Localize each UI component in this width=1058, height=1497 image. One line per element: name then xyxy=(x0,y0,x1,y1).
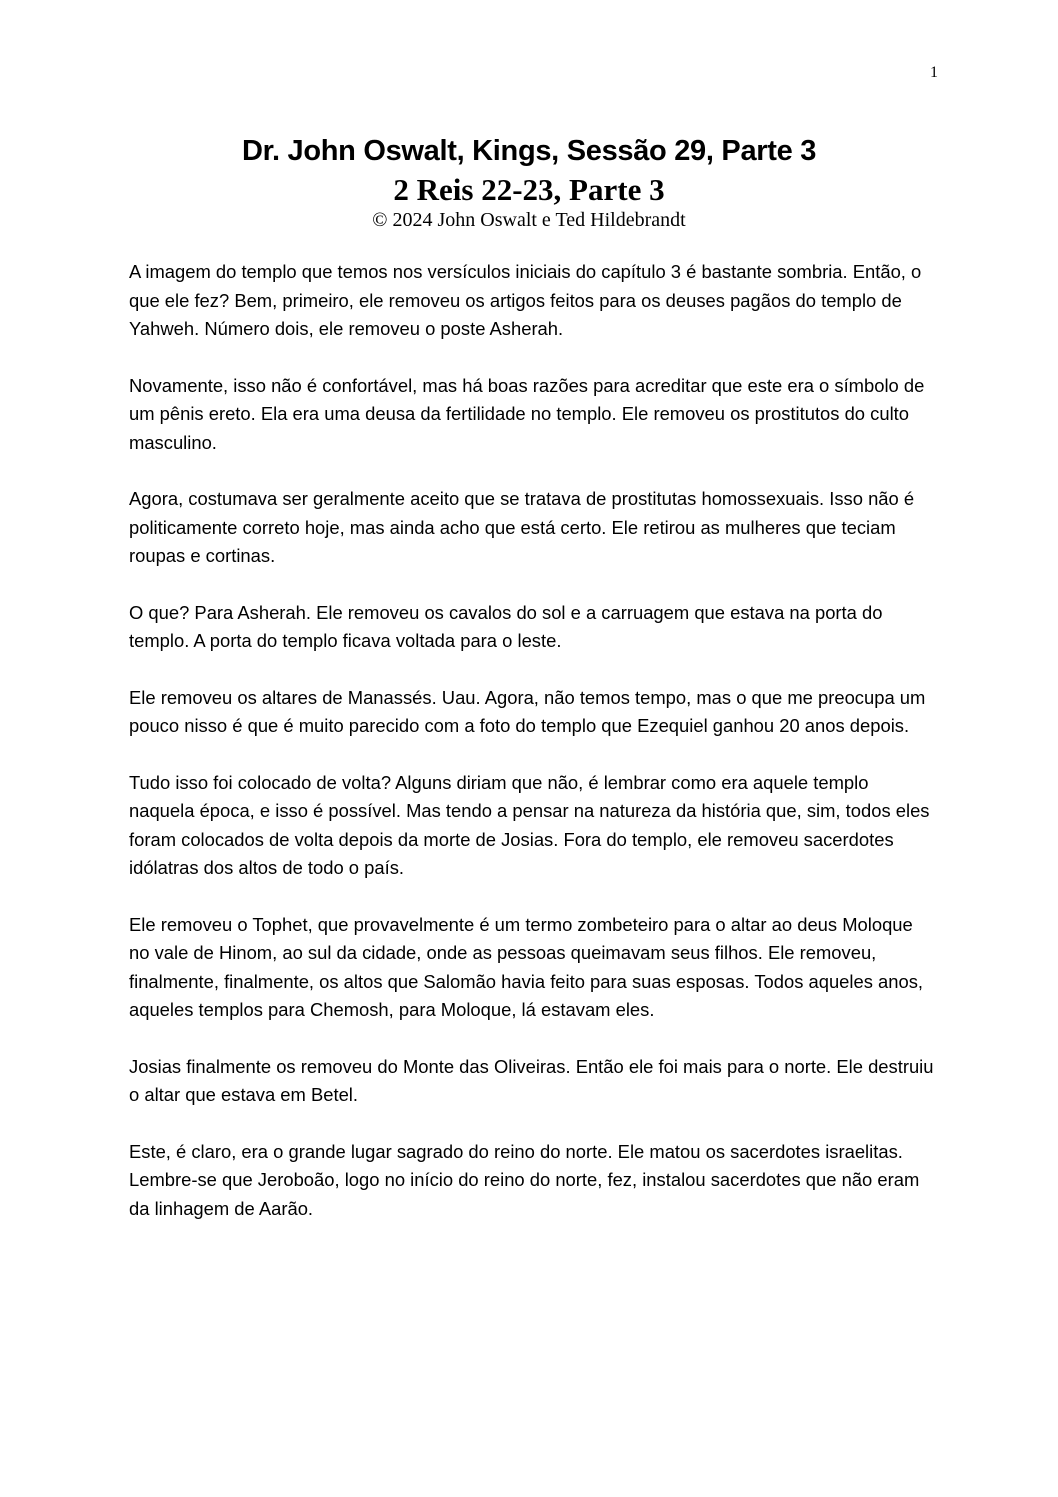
paragraph: Agora, costumava ser geralmente aceito que se tratava de prostitutas homossexuais. Isso não é politicamente correto hoje, mas ainda acho que está certo. Ele retirou as mulheres que teciam roupas e cortinas. xyxy=(129,488,915,566)
document-header xyxy=(0,131,1058,231)
copyright-line: © 2024 John Oswalt e Ted Hildebrandt xyxy=(372,209,686,231)
paragraph: Este, é claro, era o grande lugar sagrado do reino do norte. Ele matou os sacerdotes israelitas. Lembre-se que Jeroboão, logo no início do reino do norte, fez, instalou sacerdotes que não eram da linhagem de Aarão. xyxy=(129,1140,920,1219)
paragraph: Tudo isso foi colocado de volta? Alguns diriam que não, é lembrar como era aquele templo naquela época, e isso é possível. Mas tendo a pensar na natureza da história que, sim, todos eles foram colocados de volta depois da morte de Josias. Fora do templo, ele removeu sacerdotes idólatras dos altos de todo o país. xyxy=(129,771,930,878)
paragraph: Novamente, isso não é confortável, mas há boas razões para acreditar que este era o símbolo de um pênis ereto. Ela era uma deusa da fertilidade no templo. Ele removeu os prostitutos do culto masculino. xyxy=(129,374,925,453)
paragraph: O que? Para Asherah. Ele removeu os cavalos do sol e a carruagem que estava na porta do templo. A porta do templo ficava voltada para o leste. xyxy=(129,601,883,651)
document-body xyxy=(129,258,934,1251)
paragraph: Ele removeu os altares de Manassés. Uau. Agora, não temos tempo, mas o que me preocupa um pouco nisso é que é muito parecido com a foto do templo que Ezequiel ganhou 20 anos depois. xyxy=(129,686,926,736)
page-number: 1 xyxy=(930,64,938,81)
document-title: Dr. John Oswalt, Kings, Sessão 29, Parte 3 xyxy=(241,135,817,167)
paragraph: Ele removeu o Tophet, que provavelmente é um termo zombeteiro para o altar ao deus Moloque no vale de Hinom, ao sul da cidade, onde as pessoas queimavam seus filhos. Ele removeu, finalmente, finalmente, os altos que Salomão havia feito para suas esposas. Todos aqueles anos, aqueles templos para Chemosh, para Moloque, lá estavam eles. xyxy=(129,913,924,1020)
paragraph: Josias finalmente os removeu do Monte das Oliveiras. Então ele foi mais para o norte. Ele destruiu o altar que estava em Betel. xyxy=(129,1055,934,1105)
paragraph: A imagem do templo que temos nos versículos iniciais do capítulo 3 é bastante sombria. Então, o que ele fez? Bem, primeiro, ele removeu os artigos feitos para os deuses pagãos do templo de Yahweh. Número dois, ele removeu o poste Asherah. xyxy=(129,261,922,339)
document-subtitle: 2 Reis 22-23, Parte 3 xyxy=(393,172,665,207)
